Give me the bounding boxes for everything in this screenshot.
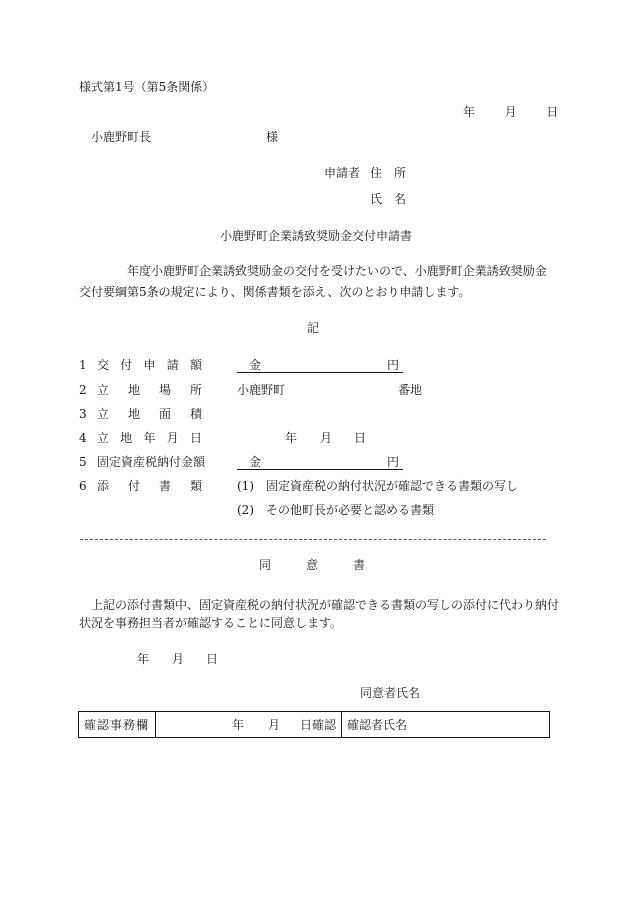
office-box-separator-1: [155, 712, 156, 737]
office-box-separator-2: [341, 712, 342, 737]
consent-date-month: 月: [172, 652, 185, 666]
consent-date-day: 日: [206, 652, 219, 666]
item-5-label: 固定資産税納付金額: [97, 455, 206, 469]
date-line: [463, 106, 558, 118]
attachment-1-text: 固定資産税の納付状況が確認できる書類の写し: [266, 479, 519, 493]
item-1-underline: [237, 372, 403, 373]
item-6-label: 添 付 書 類: [97, 479, 202, 493]
office-box-day-confirm: 日確認: [300, 717, 337, 732]
item-1-suffix: 円: [387, 358, 400, 372]
consent-line-2: 状況を事務担当者が確認することに同意します。: [79, 616, 343, 630]
consent-signer-label: 同意者氏名: [360, 686, 421, 700]
date-month: 月: [504, 105, 517, 119]
intro-line-2: 交付要綱第5条の規定により、関係書類を添え、次のとおり申請します。: [79, 285, 471, 299]
item-3-number: 3: [79, 407, 87, 421]
item-2-prefix: 小鹿野町: [237, 383, 286, 397]
item-5-prefix: 金: [249, 455, 262, 469]
attachment-1-number: (1): [237, 479, 254, 493]
consent-title: 同 意 書: [259, 558, 365, 572]
document-title: 小鹿野町企業誘致奨励金交付申請書: [220, 229, 413, 243]
item-1-number: 1: [79, 358, 87, 372]
item-2-number: 2: [79, 383, 87, 397]
item-1-prefix: 金: [249, 358, 262, 372]
item-5-underline: [237, 469, 403, 470]
consent-date-year: 年: [137, 652, 150, 666]
office-box-year: 年: [232, 717, 245, 732]
office-box-month: 月: [268, 717, 281, 732]
ki-heading: 記: [307, 321, 320, 335]
item-4-day: 日: [354, 431, 367, 445]
office-box-label: 確認事務欄: [84, 717, 150, 732]
addressee-name: 小鹿野町長: [91, 130, 152, 144]
dashed-divider: [80, 539, 546, 540]
item-3-label: 立 地 面 積: [97, 407, 202, 421]
applicant-name-label: 氏 名: [370, 192, 407, 206]
applicant-address-label: 住 所: [370, 166, 407, 180]
item-2-label: 立 地 場 所: [97, 383, 202, 397]
item-2-suffix: 番地: [398, 383, 423, 397]
item-5-suffix: 円: [387, 455, 400, 469]
item-4-label: 立 地 年 月 日: [97, 431, 202, 445]
office-box-confirmer: 確認者氏名: [347, 717, 408, 732]
attachment-2-number: (2): [237, 503, 254, 517]
item-6-number: 6: [79, 479, 87, 493]
addressee-honorific: 様: [266, 130, 279, 144]
form-number: 様式第1号（第5条関係）: [79, 80, 215, 94]
item-5-number: 5: [79, 455, 87, 469]
date-day: 日: [546, 105, 559, 119]
office-confirmation-box: [78, 711, 550, 738]
intro-line-1: 年度小鹿野町企業誘致奨励金の交付を受けたいので、小鹿野町企業誘致奨励金: [127, 264, 547, 278]
item-4-year: 年: [285, 431, 298, 445]
item-4-number: 4: [79, 431, 87, 445]
consent-line-1: 上記の添付書類中、固定資産税の納付状況が確認できる書類の写しの添付に代わり納付: [91, 598, 560, 612]
date-year: 年: [463, 105, 476, 119]
item-4-month: 月: [320, 431, 333, 445]
attachment-2-text: その他町長が必要と認める書類: [266, 503, 435, 517]
item-1-label: 交 付 申 請 額: [97, 358, 202, 372]
applicant-label: 申請者: [324, 166, 361, 180]
